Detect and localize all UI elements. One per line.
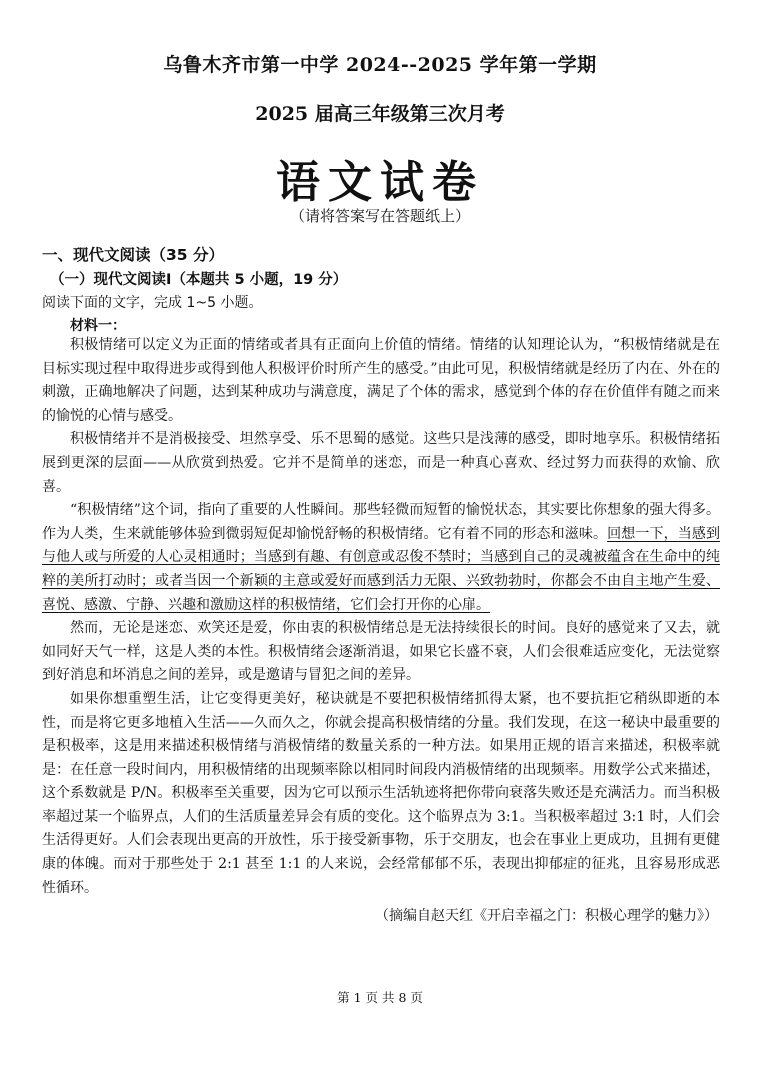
passage-paragraph-3	[42, 499, 720, 617]
passage-paragraph-5: 如果你想重塑生活，让它变得更美好，秘诀就是不要把积极情绪抓得太紧，也不要抗拒它稍纵即逝的本性，而是将它更多地植入生活——久而久之，你就会提高积极情绪的分量。我们发现，在这一秘诀中最重要的是积极率，这是用来描述积极情绪与消极情绪的数量关系的一种方法。如果用正规的语言来描述，积极率就是：在任意一段时间内，用积极情绪的出现频率除以相同时间段内消极情绪的出现频率。用数学公式来描述，这个系数就是 P/N。积极率至关重要，因为它可以预示生活轨迹将把你带向衰落失败还是充满活力。而当积极率超过某一个临界点，人们的生活质量差异会有质的变化。这个临界点为 3:1。当积极率超过 3:1 时，人们会生活得更好。人们会表现出更高的开放性，乐于接受新事物，乐于交朋友，也会在事业上更成功，且拥有更健康的体魄。而对于那些处于 2:1 甚至 1:1 的人来说，会经常郁郁不乐，表现出抑郁症的征兆，且容易形成恶性循环。	[42, 690, 720, 896]
underlined-passage: 回想一下，当感到与他人或与所爱的人心灵相通时；当感到有趣、有创意或忍俊不禁时；当感到自己的灵魂被蕴含在生命中的纯粹的美所打动时；或者当因一个新颖的主意或爱好而感到活力无限、兴致勃勃时，你都会不由自主地产生爱、喜悦、感激、宁静、兴趣和激励这样的积极情绪，它们会打开你的心扉。	[42, 525, 721, 613]
source-citation: （摘编自赵天红《开启幸福之门：积极心理学的魅力》）	[375, 908, 718, 924]
passage-paragraph-2: 积极情绪并不是消极接受、坦然享受、乐不思蜀的感觉。这些只是浅薄的感受，即时地享乐。积极情绪拓展到更深的层面——从欣赏到热爱。它并不是简单的迷恋，而是一种真心喜欢、经过努力而获得的欢愉、欣喜。	[42, 431, 720, 495]
paragraph-3-plain-text: “积极情绪”这个词，指向了重要的人性瞬间。那些轻微而短暂的愉悦状态，其实要比你想象的强大得多。作为人类，生来就能够体验到微弱短促却愉悦舒畅的积极情绪。它有着不同的形态和滋味。	[42, 502, 720, 542]
sub-section-heading: （一）现代文阅读Ⅰ（本题共 5 小题，19 分）	[50, 272, 348, 288]
school-term-header: 乌鲁木齐市第一中学 2024--2025 学年第一学期	[163, 54, 597, 76]
passage-body	[42, 334, 720, 900]
answer-instruction: （请将答案写在答题纸上）	[289, 207, 470, 225]
section-heading: 一、现代文阅读（35 分）	[42, 246, 224, 264]
passage-paragraph-1: 积极情绪可以定义为正面的情绪或者具有正面向上价值的情绪。情绪的认知理论认为，“积极情绪就是在目标实现过程中取得进步或得到他人积极评价时所产生的感受。”由此可见，积极情绪就是经历了内在、外在的刺激，正确地解决了问题，达到某种成功与满意度，满足了个体的需求，感觉到个体的存在价值伴有随之而来的愉悦的心情与感受。	[42, 337, 720, 424]
page-number: 第 1 页 共 8 页	[337, 990, 423, 1005]
page-title: 语文试卷	[276, 157, 484, 208]
material-label: 材料一：	[70, 318, 126, 334]
reading-instruction: 阅读下面的文字，完成 1~5 小题。	[42, 295, 263, 311]
passage-paragraph-4: 然而，无论是迷恋、欢笑还是爱，你由衷的积极情绪总是无法持续很长的时间。良好的感觉来了又去，就如同好天气一样，这是人类的本性。积极情绪会逐渐消退，如果它长盛不衰，人们会很难适应变化，无法觉察到好消息和坏消息之间的差异，或是邀请与冒犯之间的差异。	[42, 620, 720, 684]
exam-name-header: 2025 届高三年级第三次月考	[255, 103, 505, 125]
